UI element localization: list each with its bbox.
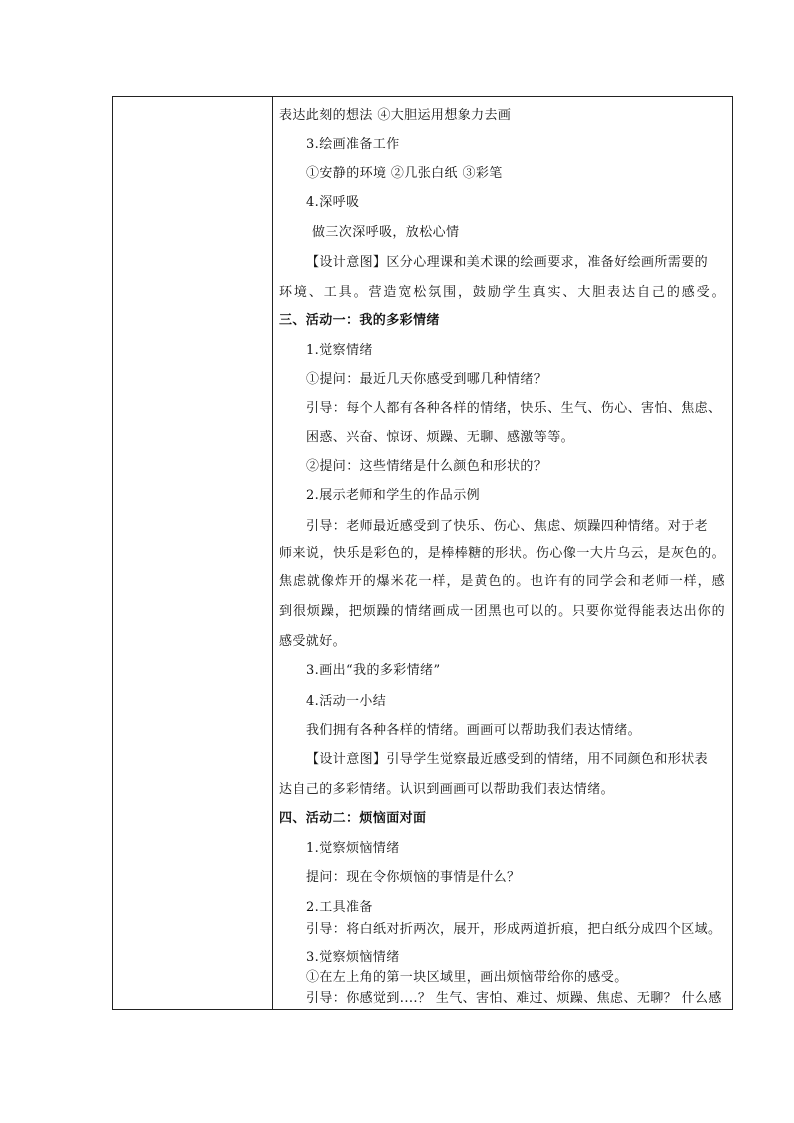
text-line: 引导：将白纸对折两次，展开，形成两道折痕，把白纸分成四个区域。 bbox=[306, 922, 722, 937]
text-line: 【设计意图】引导学生觉察最近感受到的情绪，用不同颜色和形状表 bbox=[306, 752, 709, 767]
text-line: 2.工具准备 bbox=[306, 900, 373, 915]
text-line: 3.画出“我的多彩情绪” bbox=[306, 663, 441, 678]
text-line: 1.觉察烦恼情绪 bbox=[306, 841, 400, 856]
text-line: 3.绘画准备工作 bbox=[306, 137, 400, 152]
text-line: 4.活动一小结 bbox=[306, 694, 387, 709]
section-heading: 四、活动二：烦恼面对面 bbox=[279, 811, 427, 826]
text-line: 师来说，快乐是彩色的，是棒棒糖的形状。伤心像一大片乌云，是灰色的。 bbox=[279, 546, 725, 561]
text-line: 提问：现在令你烦恼的事情是什么？ bbox=[306, 870, 521, 885]
text-line: 1.觉察情绪 bbox=[306, 343, 373, 358]
text-line: 表达此刻的想法 ④大胆运用想象力去画 bbox=[279, 108, 512, 123]
text-line: 达自己的多彩情绪。认识到画画可以帮助我们表达情绪。 bbox=[279, 782, 615, 797]
text-line: 【设计意图】区分心理课和美术课的绘画要求，准备好绘画所需要的 bbox=[306, 255, 709, 270]
text-line: ②提问：这些情绪是什么颜色和形状的？ bbox=[306, 459, 548, 474]
text-line: 环境、工具。营造宽松氛围，鼓励学生真实、大胆表达自己的感受。 bbox=[279, 285, 725, 300]
text-line: 感受就好。 bbox=[279, 634, 347, 649]
text-line: 引导：每个人都有各种各样的情绪，快乐、生气、伤心、害怕、焦虑、 bbox=[306, 401, 722, 416]
column-divider bbox=[272, 97, 273, 1009]
text-line: 我们拥有各种各样的情绪。画画可以帮助我们表达情绪。 bbox=[306, 723, 642, 738]
lesson-plan-table bbox=[112, 96, 733, 1010]
text-line: 2.展示老师和学生的作品示例 bbox=[306, 488, 481, 503]
text-line: 引导：你感觉到....？ 生气、害怕、难过、烦躁、焦虑、无聊？ 什么感 bbox=[306, 991, 722, 1006]
text-line: 焦虑就像炸开的爆米花一样，是黄色的。也许有的同学会和老师一样，感 bbox=[279, 574, 725, 589]
section-heading: 三、活动一：我的多彩情绪 bbox=[279, 313, 440, 328]
text-line: 到很烦躁，把烦躁的情绪画成一团黑也可以的。只要你觉得能表达出你的 bbox=[279, 604, 725, 619]
text-line: 做三次深呼吸，放松心情 bbox=[312, 225, 460, 240]
text-line: 4.深呼吸 bbox=[306, 195, 360, 210]
text-line: 引导：老师最近感受到了快乐、伤心、焦虑、烦躁四种情绪。对于老 bbox=[306, 519, 709, 534]
text-line: ①在左上角的第一块区域里，画出烦恼带给你的感受。 bbox=[306, 970, 628, 985]
text-line: ①提问：最近几天你感受到哪几种情绪？ bbox=[306, 372, 548, 387]
text-line: ①安静的环境 ②几张白纸 ③彩笔 bbox=[306, 166, 503, 181]
text-line: 3.觉察烦恼情绪 bbox=[306, 950, 400, 965]
text-line: 困惑、兴奋、惊讶、烦躁、无聊、感激等等。 bbox=[306, 430, 575, 445]
